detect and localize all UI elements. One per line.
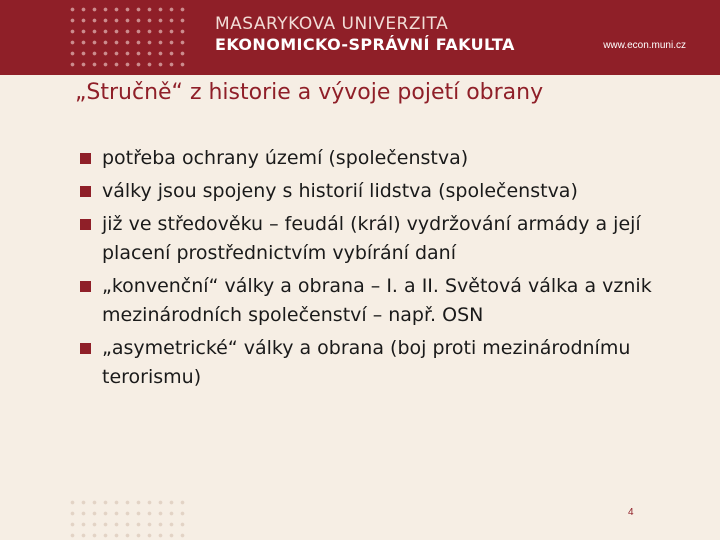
university-name: MASARYKOVA UNIVERZITA	[215, 14, 449, 34]
header-bar	[0, 0, 720, 75]
faculty-name: EKONOMICKO-SPRÁVNÍ FAKULTA	[215, 35, 515, 54]
square-bullet-icon	[80, 219, 91, 230]
footer-dot-pattern	[67, 497, 185, 540]
bullet-item	[80, 272, 700, 330]
bullet-text: potřeba ochrany území (společenstva)	[102, 147, 469, 169]
bullet-item	[80, 177, 700, 206]
logo-dot-pattern	[67, 4, 185, 72]
website-url: www.econ.muni.cz	[603, 40, 686, 51]
bullet-text: „asymetrické“ války a obrana (boj proti mezinárodnímu terorismu)	[102, 337, 631, 388]
square-bullet-icon	[80, 281, 91, 292]
square-bullet-icon	[80, 343, 91, 354]
page-number: 4	[628, 507, 634, 518]
bullet-item	[80, 144, 700, 173]
bullet-text: války jsou spojeny s historií lidstva (společenstva)	[102, 180, 578, 202]
bullet-item	[80, 334, 700, 392]
bullet-text: „konvenční“ války a obrana – I. a II. Světová válka a vznik mezinárodních společenství – např. OSN	[102, 275, 652, 326]
square-bullet-icon	[80, 153, 91, 164]
slide-title: „Stručně“ z historie a vývoje pojetí obrany	[75, 80, 544, 105]
bullet-list	[80, 144, 700, 396]
bullet-item	[80, 210, 700, 268]
bullet-text: již ve středověku – feudál (král) vydržování armády a její placení prostřednictvím vybírání daní	[102, 213, 641, 264]
square-bullet-icon	[80, 186, 91, 197]
